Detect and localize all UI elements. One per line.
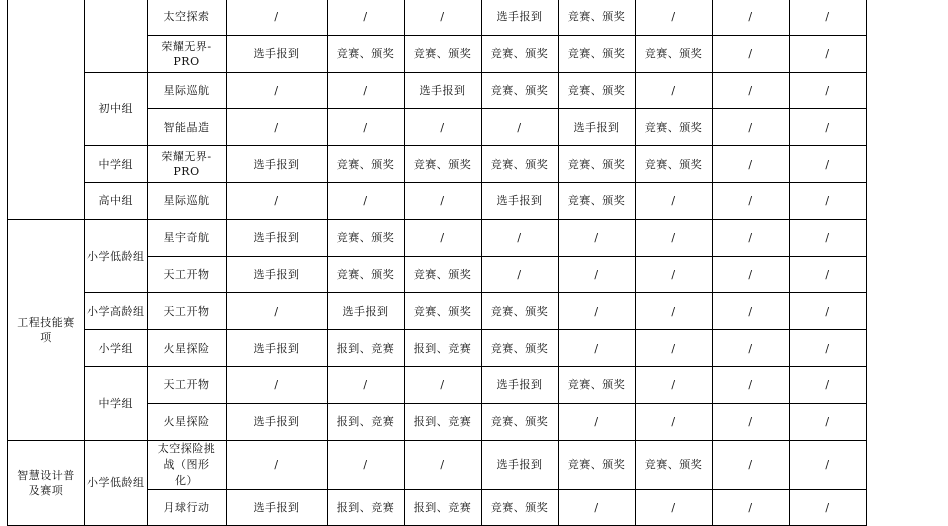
schedule-cell: 竞赛、颁奖	[481, 293, 558, 330]
schedule-cell: 竞赛、颁奖	[558, 146, 635, 183]
schedule-cell: 竞赛、颁奖	[481, 330, 558, 367]
schedule-cell: /	[404, 219, 481, 256]
schedule-cell: /	[712, 440, 789, 489]
schedule-cell: 竞赛、颁奖	[404, 256, 481, 293]
project-cell: 智能晶造	[147, 109, 226, 146]
project-cell: 太空探索	[147, 0, 226, 35]
schedule-cell: /	[712, 293, 789, 330]
project-cell: 火星探险	[147, 330, 226, 367]
schedule-cell: 报到、竞赛	[327, 330, 404, 367]
table-row	[8, 0, 945, 35]
schedule-cell: 选手报到	[226, 219, 327, 256]
schedule-cell: 选手报到	[226, 146, 327, 183]
schedule-cell: /	[635, 182, 712, 219]
table-row	[8, 440, 945, 489]
schedule-cell: /	[712, 489, 789, 526]
schedule-cell: /	[327, 366, 404, 403]
schedule-cell: 竞赛、颁奖	[558, 72, 635, 109]
schedule-cell: /	[558, 256, 635, 293]
schedule-cell: 选手报到	[481, 182, 558, 219]
schedule-cell: 竞赛、颁奖	[558, 0, 635, 35]
schedule-cell: 竞赛、颁奖	[558, 366, 635, 403]
schedule-cell: /	[635, 330, 712, 367]
schedule-cell: /	[404, 440, 481, 489]
schedule-cell: /	[327, 72, 404, 109]
schedule-cell: /	[327, 0, 404, 35]
schedule-cell: /	[558, 403, 635, 440]
project-cell: 火星探险	[147, 403, 226, 440]
table-row	[8, 330, 945, 367]
schedule-cell: /	[789, 35, 866, 72]
schedule-cell: /	[635, 366, 712, 403]
schedule-cell: /	[635, 293, 712, 330]
schedule-cell: 报到、竞赛	[404, 403, 481, 440]
table-row	[8, 293, 945, 330]
schedule-cell: 竞赛、颁奖	[635, 109, 712, 146]
schedule-cell: /	[789, 403, 866, 440]
schedule-cell: /	[712, 0, 789, 35]
schedule-cell: /	[226, 182, 327, 219]
blank-left-cell	[8, 0, 85, 219]
project-cell: 星际巡航	[147, 182, 226, 219]
schedule-cell: /	[789, 440, 866, 489]
schedule-cell: 竞赛、颁奖	[558, 182, 635, 219]
schedule-cell: /	[712, 330, 789, 367]
schedule-cell: /	[789, 366, 866, 403]
schedule-cell: /	[404, 182, 481, 219]
group-cell: 初中组	[85, 72, 148, 146]
table-row	[8, 366, 945, 403]
schedule-cell: 竞赛、颁奖	[481, 489, 558, 526]
schedule-cell: /	[635, 0, 712, 35]
schedule-cell: /	[404, 0, 481, 35]
schedule-cell: /	[789, 0, 866, 35]
schedule-cell: /	[789, 330, 866, 367]
schedule-cell: /	[712, 146, 789, 183]
schedule-cell: 报到、竞赛	[327, 403, 404, 440]
schedule-cell: /	[635, 256, 712, 293]
table-row	[8, 146, 945, 183]
schedule-cell: 报到、竞赛	[404, 330, 481, 367]
schedule-cell: /	[712, 109, 789, 146]
schedule-cell: /	[712, 182, 789, 219]
schedule-cell: 竞赛、颁奖	[327, 146, 404, 183]
schedule-cell: /	[635, 489, 712, 526]
schedule-cell: /	[712, 72, 789, 109]
schedule-cell: /	[712, 219, 789, 256]
schedule-cell: /	[481, 109, 558, 146]
schedule-cell: 竞赛、颁奖	[635, 440, 712, 489]
schedule-cell: 选手报到	[481, 440, 558, 489]
project-cell: 荣耀无界-PRO	[147, 35, 226, 72]
table-row	[8, 403, 945, 440]
group-cell: 小学低龄组	[85, 219, 148, 293]
schedule-cell: 竞赛、颁奖	[404, 146, 481, 183]
schedule-cell: /	[327, 182, 404, 219]
schedule-cell: 竞赛、颁奖	[327, 256, 404, 293]
schedule-cell: 竞赛、颁奖	[635, 35, 712, 72]
schedule-cell: /	[226, 0, 327, 35]
table-row	[8, 72, 945, 109]
schedule-cell: /	[789, 256, 866, 293]
competition-schedule-table	[7, 0, 945, 526]
schedule-cell: /	[712, 366, 789, 403]
blank-group-cell	[85, 0, 148, 72]
schedule-cell: 选手报到	[327, 293, 404, 330]
schedule-cell: /	[789, 72, 866, 109]
schedule-cell: /	[226, 72, 327, 109]
category-cell: 工程技能赛项	[8, 219, 85, 440]
schedule-cell: /	[558, 219, 635, 256]
table-row	[8, 219, 945, 256]
schedule-cell: /	[404, 366, 481, 403]
project-cell: 星际巡航	[147, 72, 226, 109]
group-cell: 小学低龄组	[85, 440, 148, 526]
schedule-cell: /	[481, 256, 558, 293]
schedule-cell: 竞赛、颁奖	[481, 72, 558, 109]
schedule-cell: 报到、竞赛	[404, 489, 481, 526]
project-cell: 天工开物	[147, 293, 226, 330]
schedule-cell: 选手报到	[481, 0, 558, 35]
group-cell: 中学组	[85, 146, 148, 183]
project-cell: 天工开物	[147, 256, 226, 293]
schedule-cell: /	[226, 293, 327, 330]
schedule-table-body	[8, 0, 945, 526]
schedule-cell: 选手报到	[558, 109, 635, 146]
table-row	[8, 489, 945, 526]
project-cell: 太空探险挑战（图形化）	[147, 440, 226, 489]
schedule-cell: 选手报到	[226, 489, 327, 526]
group-cell: 中学组	[85, 366, 148, 440]
schedule-cell: /	[558, 489, 635, 526]
schedule-cell: /	[481, 219, 558, 256]
schedule-cell: 竞赛、颁奖	[558, 35, 635, 72]
table-row	[8, 182, 945, 219]
schedule-cell: /	[789, 109, 866, 146]
schedule-cell: 竞赛、颁奖	[481, 403, 558, 440]
schedule-cell: /	[712, 256, 789, 293]
schedule-cell: /	[789, 182, 866, 219]
schedule-cell: 竞赛、颁奖	[404, 35, 481, 72]
schedule-cell: /	[327, 440, 404, 489]
schedule-cell: 竞赛、颁奖	[635, 146, 712, 183]
schedule-cell: /	[558, 330, 635, 367]
schedule-cell: 报到、竞赛	[327, 489, 404, 526]
project-cell: 荣耀无界-PRO	[147, 146, 226, 183]
group-cell: 高中组	[85, 182, 148, 219]
schedule-cell: /	[789, 219, 866, 256]
project-cell: 天工开物	[147, 366, 226, 403]
schedule-cell: /	[558, 293, 635, 330]
schedule-cell: 竞赛、颁奖	[404, 293, 481, 330]
project-cell: 星宇奇航	[147, 219, 226, 256]
schedule-cell: /	[404, 109, 481, 146]
schedule-cell: 竞赛、颁奖	[481, 146, 558, 183]
schedule-cell: /	[635, 403, 712, 440]
schedule-cell: 选手报到	[226, 35, 327, 72]
schedule-cell: 选手报到	[226, 256, 327, 293]
schedule-cell: /	[635, 72, 712, 109]
table-row	[8, 256, 945, 293]
schedule-cell: /	[712, 35, 789, 72]
schedule-cell: /	[327, 109, 404, 146]
schedule-cell: 竞赛、颁奖	[327, 35, 404, 72]
schedule-cell: 竞赛、颁奖	[481, 35, 558, 72]
schedule-cell: /	[226, 109, 327, 146]
table-row	[8, 109, 945, 146]
schedule-cell: /	[789, 293, 866, 330]
schedule-cell: 竞赛、颁奖	[327, 219, 404, 256]
schedule-cell: 选手报到	[404, 72, 481, 109]
schedule-cell: /	[789, 146, 866, 183]
schedule-cell: /	[712, 403, 789, 440]
schedule-cell: 竞赛、颁奖	[558, 440, 635, 489]
schedule-cell: /	[226, 440, 327, 489]
group-cell: 小学高龄组	[85, 293, 148, 330]
schedule-cell: 选手报到	[226, 403, 327, 440]
table-row	[8, 35, 945, 72]
project-cell: 月球行动	[147, 489, 226, 526]
schedule-cell: /	[635, 219, 712, 256]
group-cell: 小学组	[85, 330, 148, 367]
category-cell: 智慧设计普及赛项	[8, 440, 85, 526]
schedule-cell: /	[789, 489, 866, 526]
schedule-cell: 选手报到	[481, 366, 558, 403]
schedule-cell: /	[226, 366, 327, 403]
schedule-cell: 选手报到	[226, 330, 327, 367]
